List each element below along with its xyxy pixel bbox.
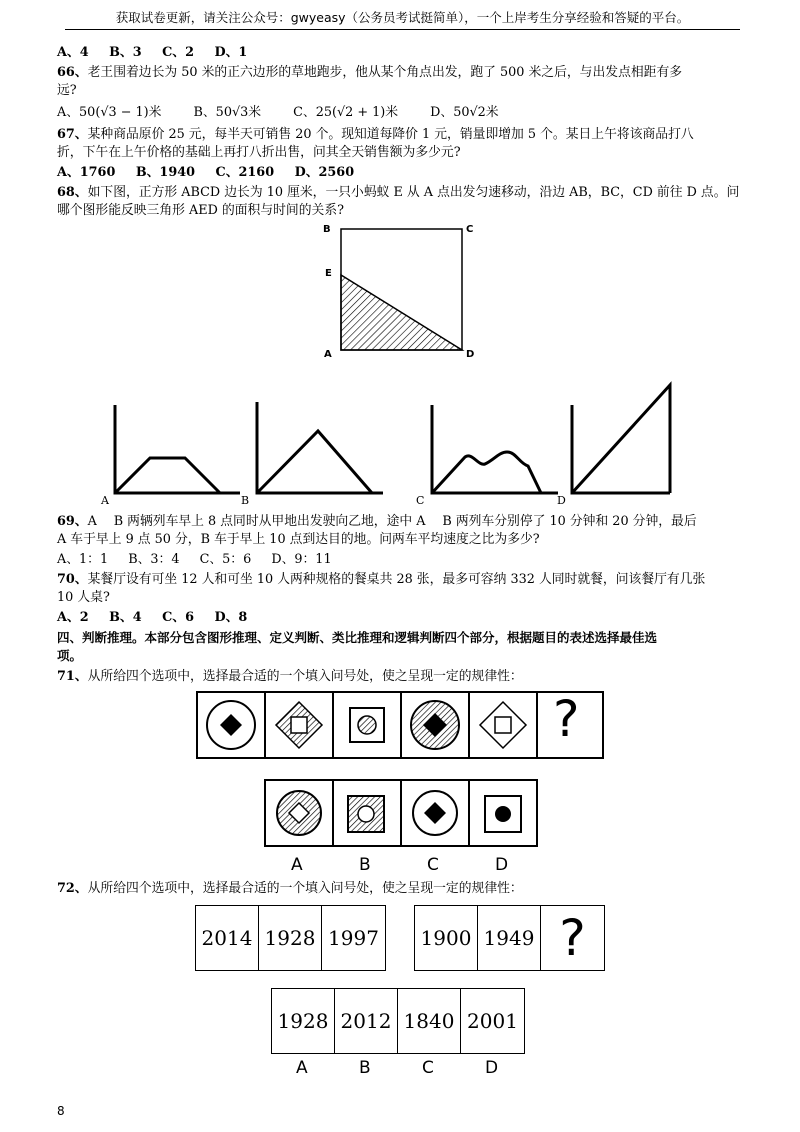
option: D、9：11 xyxy=(271,552,332,567)
option: C、6 xyxy=(162,610,194,625)
question-mark: ? xyxy=(559,909,586,967)
option-cell-d: 2001 xyxy=(467,1009,518,1033)
section-heading-line1: 四、判断推理。本部分包含图形推理、定义判断、类比推理和逻辑判断四个部分，根据题目的表述选择最佳选 xyxy=(57,630,658,645)
option-label-c: C xyxy=(427,855,439,875)
option: A、1760 xyxy=(57,165,116,180)
option-cell-c: 1840 xyxy=(398,989,461,1053)
option: B、50√3米 xyxy=(193,105,262,120)
option: A、2 xyxy=(57,610,89,625)
number-cell: 1949 xyxy=(478,906,541,970)
label-e: E xyxy=(325,268,332,279)
q70-text-line2: 10 人桌? xyxy=(57,590,110,605)
option-label-c: C xyxy=(422,1058,434,1078)
label-b: B xyxy=(323,224,331,235)
option-cell-a: 1928 xyxy=(272,989,335,1053)
q69-text-line2: A 车于早上 9 点 50 分，B 车于早上 10 点到达目的地。问两车平均速度之比为多少? xyxy=(57,532,540,547)
option-label-d: D xyxy=(495,855,509,875)
label-d: D xyxy=(466,349,475,360)
option: B、3：4 xyxy=(128,552,180,567)
option: B、1940 xyxy=(135,165,196,180)
graph-label-c: C xyxy=(416,494,425,507)
option-label-a: A xyxy=(296,1058,308,1078)
page-number: 8 xyxy=(57,1104,65,1118)
option-cell-b: 2012 xyxy=(335,989,398,1053)
option: A、4 xyxy=(57,45,89,60)
option: B、3 xyxy=(109,45,142,60)
option-label-b: B xyxy=(359,1058,371,1078)
q68-text-line2: 哪个图形能反映三角形 AED 的面积与时间的关系? xyxy=(57,203,344,218)
q72-options-row xyxy=(271,988,525,1054)
q67-text-line1: 67、某种商品原价 25 元，每半天可销售 20 个。现知道每降价 1 元，销量即增加 5 个。某日上午将该商品打八 xyxy=(57,127,694,142)
q69-text-line1: 69、A B 两辆列车早上 8 点同时从甲地出发驶向乙地，途中 A B 两列车分别停了 10 分钟和 20 分钟，最后 xyxy=(57,514,697,529)
option-b-figure xyxy=(348,796,384,832)
q70-text-line1: 70、某餐厅设有可坐 12 人和可坐 10 人两种规格的餐桌共 28 张，最多可容纳 332 人同时就餐，问该餐厅有几张 xyxy=(57,572,706,587)
graph-label-d: D xyxy=(557,494,566,507)
label-c: C xyxy=(466,224,474,235)
number-cell: 2014 xyxy=(196,906,259,970)
option-a-figure xyxy=(277,791,321,835)
q66-text-line2: 远? xyxy=(57,83,77,98)
option: D、8 xyxy=(214,610,248,625)
question-mark: ? xyxy=(553,690,580,748)
option: C、25(√2 + 1)米 xyxy=(293,105,399,120)
label-a: A xyxy=(324,349,332,360)
option-c-figure xyxy=(413,791,457,835)
graph-label-b: B xyxy=(241,494,250,507)
section-heading-line2: 项。 xyxy=(57,648,83,663)
option: C、5：6 xyxy=(199,552,252,567)
q72-group1 xyxy=(195,905,386,971)
q72-text: 72、从所给四个选项中，选择最合适的一个填入问号处，使之呈现一定的规律性： xyxy=(57,881,523,896)
q72-group2 xyxy=(414,905,605,971)
option: A、50(√3 − 1)米 xyxy=(57,105,162,120)
option: B、4 xyxy=(109,610,142,625)
q71-text: 71、从所给四个选项中，选择最合适的一个填入问号处，使之呈现一定的规律性： xyxy=(57,669,523,684)
option: C、2160 xyxy=(215,165,275,180)
page-header: 获取试卷更新，请关注公众号：gwyeasy（公务员考试挺简单），一个上岸考生分享经验和答疑的平台。 xyxy=(65,10,740,30)
option: D、2560 xyxy=(294,165,355,180)
option-label-d: D xyxy=(485,1058,499,1078)
option: A、1：1 xyxy=(57,552,109,567)
number-cell: 1928 xyxy=(259,906,322,970)
option-d-figure xyxy=(485,796,521,832)
q68-text-line1: 68、如下图，正方形 ABCD 边长为 10 厘米，一只小蚂蚁 E 从 A 点出发匀速移动，沿边 AB，BC，CD 前往 D 点。问 xyxy=(57,185,740,200)
q67-text-line2: 折，下午在上午价格的基础上再打八折出售，问其全天销售额为多少元? xyxy=(57,145,461,160)
graph-label-a: A xyxy=(101,494,109,507)
q66-text-line1: 66、老王围着边长为 50 米的正六边形的草地跑步，他从某个角点出发，跑了 500 米之后，与出发点相距有多 xyxy=(57,65,683,80)
question-cell xyxy=(541,906,604,970)
option: D、1 xyxy=(214,45,248,60)
option-label-a: A xyxy=(291,855,303,875)
number-cell: 1997 xyxy=(328,926,379,950)
option: C、2 xyxy=(162,45,194,60)
option-label-b: B xyxy=(359,855,371,875)
option: D、50√2米 xyxy=(430,105,499,120)
number-cell: 1900 xyxy=(415,906,478,970)
